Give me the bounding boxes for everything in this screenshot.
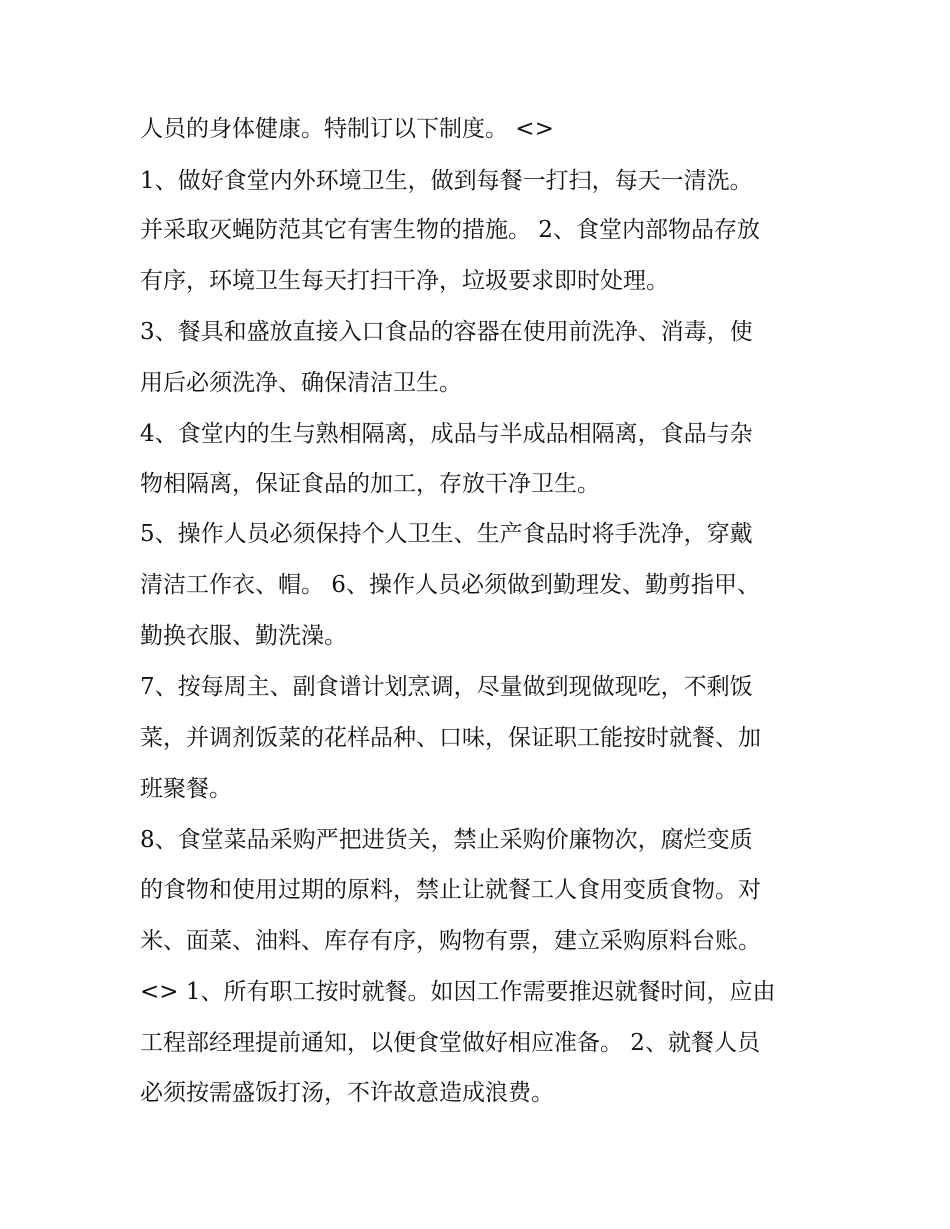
text-line: 4、食堂内的生与熟相隔离，成品与半成品相隔离，食品与杂 — [140, 421, 753, 447]
text-line: 菜，并调剂饭菜的花样品种、口味，保证职工能按时就餐、加 — [140, 725, 761, 751]
text-line: 清洁工作衣、帽。 6、操作人员必须做到勤理发、勤剪指甲、 — [140, 572, 760, 598]
text-line: 的食物和使用过期的原料，禁止让就餐工人食用变质食物。对 — [140, 877, 761, 903]
text-line: 3、餐具和盛放直接入口食品的容器在使用前洗净、消毒，使 — [140, 319, 753, 345]
text-line: 工程部经理提前通知，以便食堂做好相应准备。 2、就餐人员 — [140, 1030, 760, 1056]
text-line: 7、按每周主、副食谱计划烹调，尽量做到现做现吃，不剩饭 — [140, 674, 753, 700]
text-line: 用后必须洗净、确保清洁卫生。 — [140, 370, 462, 396]
text-line: <> 1、所有职工按时就餐。如因工作需要推迟就餐时间，应由 — [140, 979, 776, 1005]
text-line: 班聚餐。 — [140, 776, 232, 802]
text-line: 人员的身体健康。特制订以下制度。 <> — [140, 116, 554, 142]
text-line: 勤换衣服、勤洗澡。 — [140, 623, 347, 649]
text-line: 米、面菜、油料、库存有序，购物有票，建立采购原料台账。 — [140, 928, 761, 954]
text-line: 1、做好食堂内外环境卫生，做到每餐一打扫，每天一清洗。 — [140, 168, 753, 194]
text-line: 必须按需盛饭打汤，不许故意造成浪费。 — [140, 1080, 554, 1106]
text-line: 5、操作人员必须保持个人卫生、生产食品时将手洗净，穿戴 — [140, 521, 753, 547]
text-line: 8、食堂菜品采购严把进货关，禁止采购价廉物次，腐烂变质 — [140, 827, 753, 853]
text-line: 物相隔离，保证食品的加工，存放干净卫生。 — [140, 471, 600, 497]
text-line: 并采取灭蝇防范其它有害生物的措施。 2、食堂内部物品存放 — [140, 217, 760, 243]
text-line: 有序，环境卫生每天打扫干净，垃圾要求即时处理。 — [140, 268, 669, 294]
